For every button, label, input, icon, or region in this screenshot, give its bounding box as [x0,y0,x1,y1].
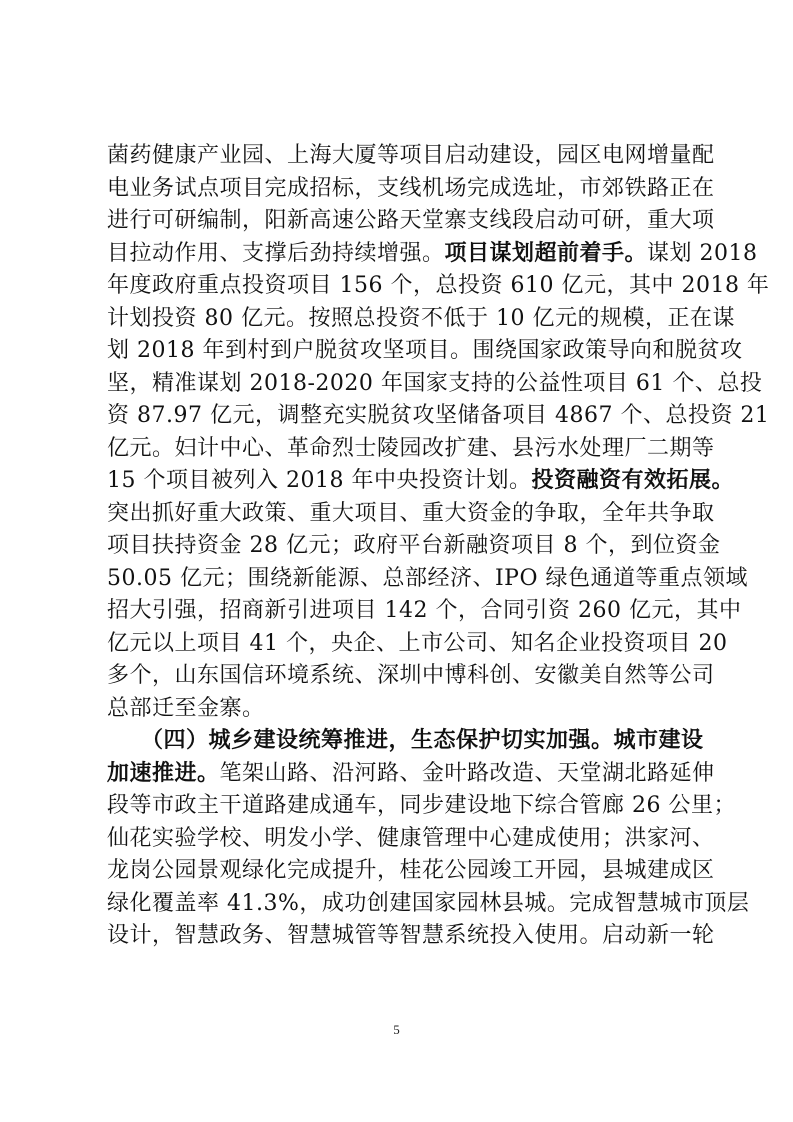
text-segment: 设计，智慧政务、智慧城管等智慧系统投入使用。启动新一轮 [107,923,715,948]
text-segment: 亿元以上项目 41 个，央企、上市公司、知名企业投资项目 20 [107,630,728,656]
text-segment: 笔架山路、沿河路、金叶路改造、天堂湖北路延伸 [219,760,715,786]
text-segment: 亿元。妇计中心、革命烈士陵园改扩建、县污水处理厂二期等 [107,435,715,461]
text-segment: 资 87.97 亿元，调整充实脱贫攻坚储备项目 4867 个、总投资 21 [107,403,770,428]
text-segment: 年度政府重点投资项目 156 个，总投资 610 亿元，其中 2018 年 [107,273,770,298]
text-line [107,465,734,497]
page-number: 5 [393,1022,400,1037]
text-line [107,693,687,725]
text-line [107,530,721,562]
text-line [107,855,715,887]
text-line [107,920,715,952]
bold-text-segment: 投资融资有效拓展。 [531,468,734,493]
text-segment: 龙岗公园景观绿化完成提升，桂花公园竣工开园，县城建成区 [107,858,715,883]
text-line [107,368,763,400]
text-line [107,433,715,465]
text-segment: 划 2018 年到村到户脱贫攻坚项目。围绕国家政策导向和脱贫攻 [107,338,743,363]
text-line [107,790,736,822]
text-line [107,335,743,367]
text-segment: 突出抓好重大政策、重大项目、重大资金的争取，全年共争取 [107,500,715,526]
bold-text-segment: 项目谋划超前着手。 [444,240,648,266]
text-line [107,205,715,237]
text-line [107,595,742,627]
text-line [107,400,770,432]
text-segment: 菌药健康产业园、上海大厦等项目启动建设，园区电网增量配 [107,143,715,168]
text-segment: 进行可研编制，阳新高速公路天堂寨支线段启动可研，重大项 [107,208,715,233]
text-segment: 坚，精准谋划 2018-2020 年国家支持的公益性项目 61 个、总投 [107,370,763,396]
text-line [107,660,715,692]
text-segment: 项目扶持资金 28 亿元；政府平台新融资项目 8 个，到位资金 [107,533,721,558]
text-line [107,725,704,757]
text-line [107,173,715,205]
text-segment: 总部迁至金寨。 [107,695,265,721]
text-line [107,758,715,790]
text-segment: 15 个项目被列入 2018 年中央投资计划。 [107,468,532,493]
text-segment: 目拉动作用、支撑后劲持续增强。 [107,240,445,266]
text-line [107,888,750,920]
text-line [107,628,728,660]
text-line [107,270,770,302]
text-segment: 绿化覆盖率 41.3%，成功创建国家园林县城。完成智慧城市顶层 [107,890,750,916]
text-line [107,563,748,595]
text-line [107,140,715,172]
text-segment: 电业务试点项目完成招标，支线机场完成选址，市郊铁路正在 [107,175,715,201]
text-line [107,303,735,335]
bold-text-segment: （四）城乡建设统筹推进，生态保护切实加强。城市建设 [107,728,704,753]
text-segment: 计划投资 80 亿元。按照总投资不低于 10 亿元的规模，正在谋 [107,305,735,331]
text-segment: 段等市政主干道路建成通车，同步建设地下综合管廊 26 公里； [107,793,736,818]
bold-text-segment: 加速推进。 [107,760,220,786]
text-line [107,823,715,855]
text-segment: 仙花实验学校、明发小学、健康管理中心建成使用；洪家河、 [107,825,715,851]
text-line [107,238,758,270]
text-segment: 招大引强，招商新引进项目 142 个，合同引资 260 亿元，其中 [107,598,742,623]
text-segment: 谋划 2018 [647,240,758,266]
text-segment: 50.05 亿元；围绕新能源、总部经济、IPO 绿色通道等重点领域 [107,565,748,591]
text-line [107,498,715,530]
text-segment: 多个，山东国信环境系统、深圳中博科创、安徽美自然等公司 [107,663,715,688]
